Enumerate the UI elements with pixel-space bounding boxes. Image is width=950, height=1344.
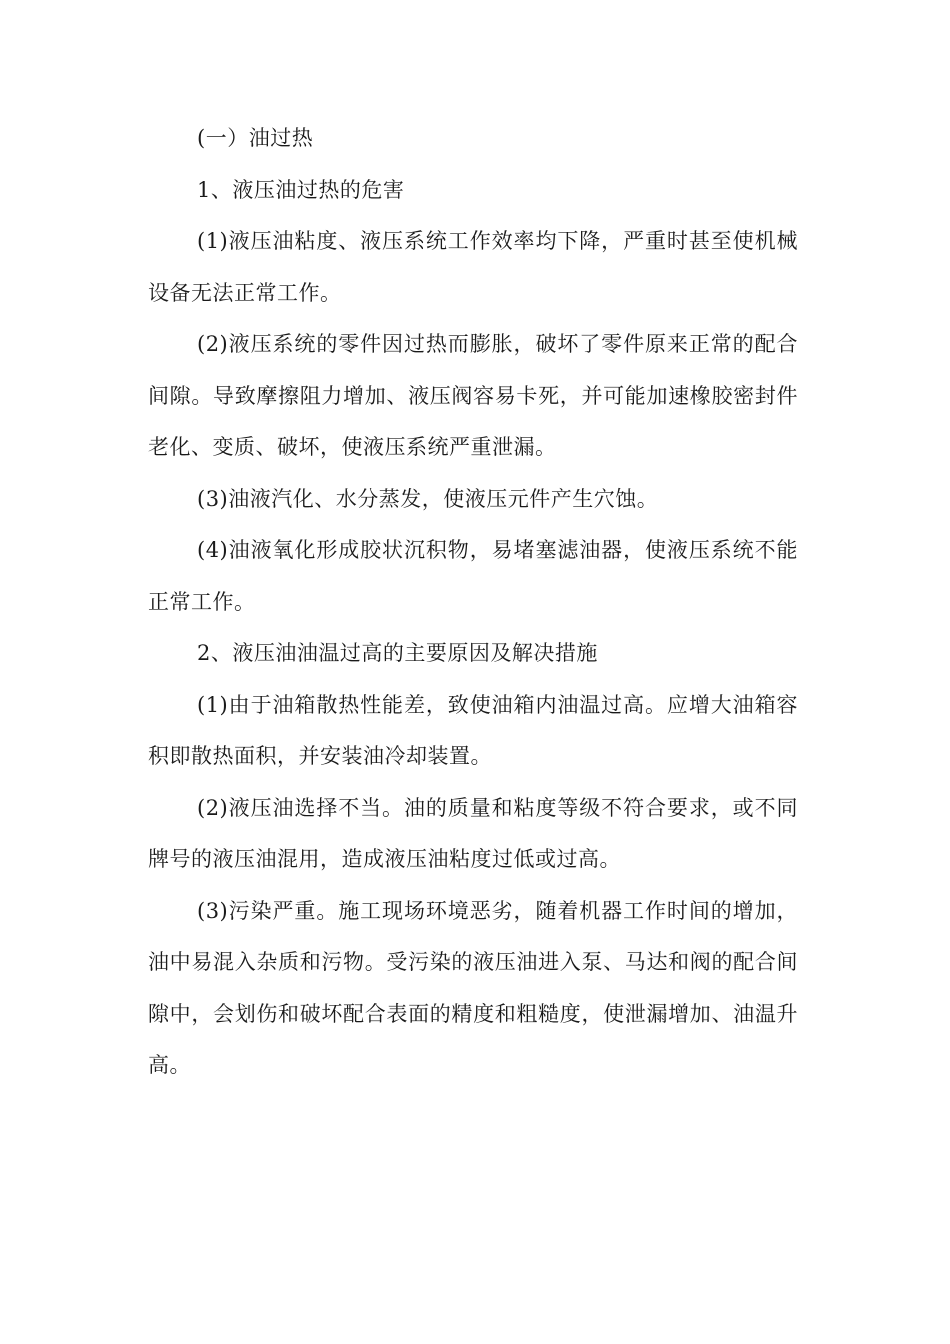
- paragraph: (1)液压油粘度、液压系统工作效率均下降，严重时甚至使机械设备无法正常工作。: [148, 229, 798, 305]
- paragraph: (2)液压油选择不当。油的质量和粘度等级不符合要求，或不同牌号的液压油混用，造成液压油粘度过低或过高。: [148, 795, 798, 871]
- document-body: [148, 113, 798, 1092]
- paragraph: (3)污染严重。施工现场环境恶劣，随着机器工作时间的增加，油中易混入杂质和污物。受污染的液压油进入泵、马达和阀的配合间隙中，会划伤和破坏配合表面的精度和粗糙度，使泄漏增加、油温升高。: [148, 898, 798, 1077]
- subsection-heading: 1、液压油过热的危害: [197, 177, 405, 202]
- paragraph: (1)由于油箱散热性能差，致使油箱内油温过高。应增大油箱容积即散热面积，并安装油冷却装置。: [148, 692, 798, 768]
- paragraph: (3)油液汽化、水分蒸发，使液压元件产生穴蚀。: [197, 486, 659, 511]
- paragraph: (2)液压系统的零件因过热而膨胀，破坏了零件原来正常的配合间隙。导致摩擦阻力增加、液压阀容易卡死，并可能加速橡胶密封件老化、变质、破坏，使液压系统严重泄漏。: [148, 332, 798, 459]
- paragraph: (4)油液氧化形成胶状沉积物，易堵塞滤油器，使液压系统不能正常工作。: [148, 538, 798, 614]
- subsection-heading: 2、液压油油温过高的主要原因及解决措施: [197, 641, 598, 665]
- section-heading: (一）油过热: [197, 126, 314, 150]
